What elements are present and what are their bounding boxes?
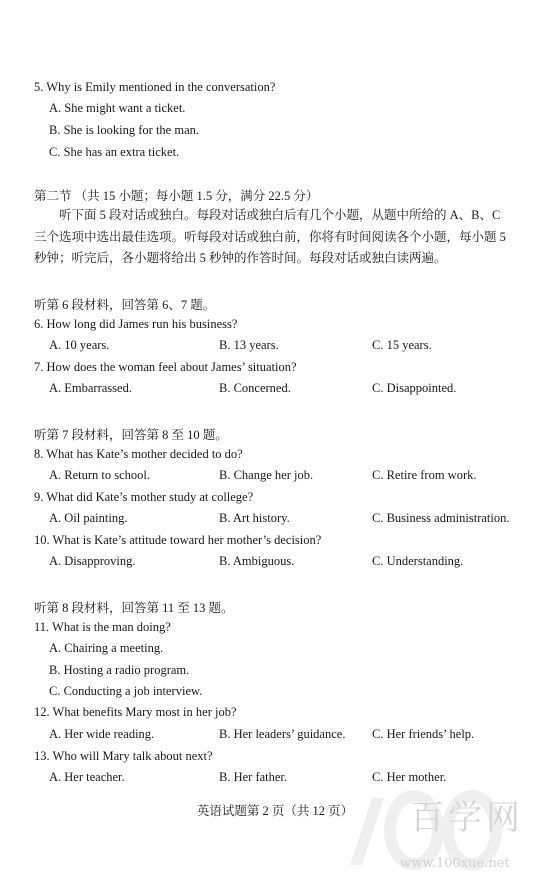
q5-option-b: B. She is looking for the man. bbox=[49, 123, 199, 137]
q6-option-c: C. 15 years. bbox=[372, 338, 432, 352]
q10-stem: 10. What is Kate’s attitude toward her mother’s decision? bbox=[34, 533, 322, 547]
q13-option-c: C. Her mother. bbox=[372, 770, 447, 784]
instruction-line-1: 听下面 5 段对话或独白。每段对话或独白后有几个小题，从题中所给的 A、B、C bbox=[59, 208, 501, 222]
q5-stem: 5. Why is Emily mentioned in the conversation? bbox=[34, 80, 276, 94]
q10-option-b: B. Ambiguous. bbox=[219, 554, 295, 568]
q8-option-a: A. Return to school. bbox=[49, 468, 151, 482]
q11-option-b: B. Hosting a radio program. bbox=[49, 663, 190, 677]
q12-option-a: A. Her wide reading. bbox=[49, 727, 155, 741]
instruction-line-3: 秒钟；听完后，各小题将给出 5 秒钟的作答时间。每段对话或独白读两遍。 bbox=[34, 251, 447, 265]
q8-option-c: C. Retire from work. bbox=[372, 468, 477, 482]
q8-stem: 8. What has Kate’s mother decided to do? bbox=[34, 447, 243, 461]
watermark-url: www.100xue.net bbox=[400, 856, 510, 871]
q7-option-b: B. Concerned. bbox=[219, 381, 291, 395]
q9-stem: 9. What did Kate’s mother study at college? bbox=[34, 490, 254, 504]
section-header: 第二节 （共 15 小题；每小题 1.5 分，满分 22.5 分） bbox=[34, 189, 319, 203]
q13-stem: 13. Who will Mary talk about next? bbox=[34, 749, 213, 763]
q13-option-a: A. Her teacher. bbox=[49, 770, 125, 784]
q6-stem: 6. How long did James run his business? bbox=[34, 317, 238, 331]
section-instructions bbox=[34, 205, 516, 270]
q6-option-a: A. 10 years. bbox=[49, 338, 110, 352]
q9-option-b: B. Art history. bbox=[219, 511, 290, 525]
q10-option-a: A. Disapproving. bbox=[49, 554, 136, 568]
page-footer: 英语试题第 2 页（共 12 页） bbox=[196, 804, 354, 818]
q9-option-a: A. Oil painting. bbox=[49, 511, 128, 525]
q6-option-b: B. 13 years. bbox=[219, 338, 279, 352]
q7-option-c: C. Disappointed. bbox=[372, 381, 457, 395]
q11-option-a: A. Chairing a meeting. bbox=[49, 641, 164, 655]
q7-option-a: A. Embarrassed. bbox=[49, 381, 132, 395]
material-8-heading: 听第 8 段材料，回答第 11 至 13 题。 bbox=[34, 601, 234, 615]
q5-option-a: A. She might want a ticket. bbox=[49, 101, 186, 115]
q11-option-c: C. Conducting a job interview. bbox=[49, 684, 203, 698]
q12-stem: 12. What benefits Mary most in her job? bbox=[34, 705, 237, 719]
q7-stem: 7. How does the woman feel about James’ situation? bbox=[34, 360, 297, 374]
instruction-line-2: 三个选项中选出最佳选项。听每段对话或独白前，你将有时间阅读各个小题，每小题 5 bbox=[34, 229, 506, 244]
q10-option-c: C. Understanding. bbox=[372, 554, 464, 568]
q8-option-b: B. Change her job. bbox=[219, 468, 314, 482]
q12-option-b: B. Her leaders’ guidance. bbox=[219, 727, 346, 741]
material-6-heading: 听第 6 段材料，回答第 6、7 题。 bbox=[34, 298, 216, 312]
q11-stem: 11. What is the man doing? bbox=[34, 620, 171, 634]
material-7-heading: 听第 7 段材料，回答第 8 至 10 题。 bbox=[34, 428, 228, 442]
q12-option-c: C. Her friends’ help. bbox=[372, 727, 475, 741]
q9-option-c: C. Business administration. bbox=[372, 511, 510, 525]
q13-option-b: B. Her father. bbox=[219, 770, 288, 784]
q5-option-c: C. She has an extra ticket. bbox=[49, 145, 180, 159]
watermark-text: 百学网 bbox=[410, 798, 524, 838]
